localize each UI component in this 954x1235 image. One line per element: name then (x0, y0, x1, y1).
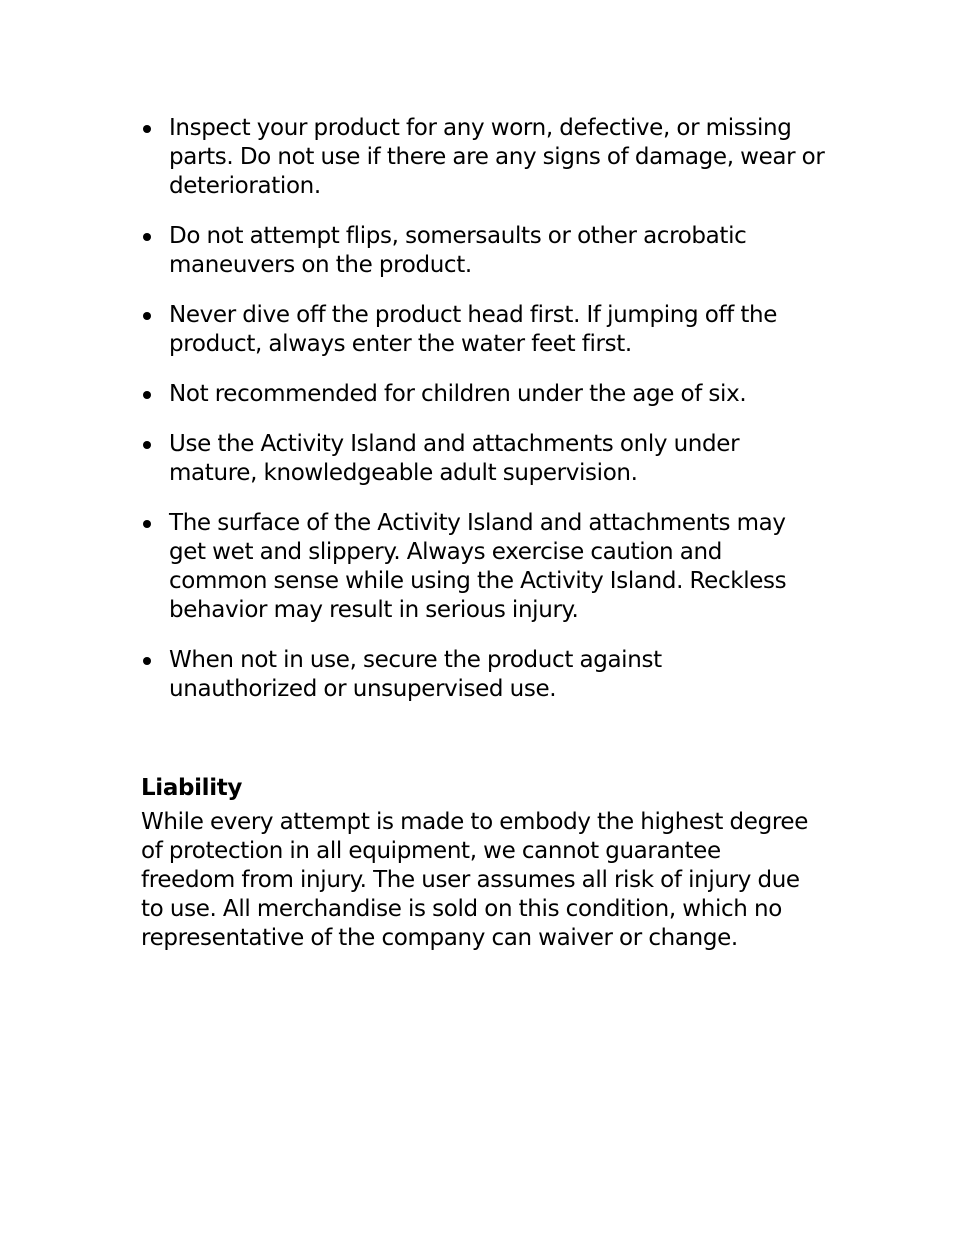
bullet-icon (143, 520, 151, 528)
bullet-text: Not recommended for children under the age of six. (169, 381, 747, 407)
bullet-icon (143, 312, 151, 320)
liability-section (141, 774, 841, 953)
bullet-item (141, 430, 841, 488)
bullet-icon (143, 391, 151, 399)
bullet-text: Never dive off the product head first. If jumping off the product, always enter the water feet first. (169, 302, 778, 357)
bullet-text: Inspect your product for any worn, defective, or missing parts. Do not use if there are any signs of damage, wear or deterioration. (169, 115, 825, 199)
bullet-icon (143, 657, 151, 665)
bullet-item (141, 646, 841, 704)
bullet-item (141, 509, 841, 625)
bullet-item (141, 114, 841, 201)
bullet-item (141, 380, 841, 409)
bullet-icon (143, 233, 151, 241)
bullet-text: Do not attempt flips, somersaults or other acrobatic maneuvers on the product. (169, 223, 747, 278)
bullet-item (141, 222, 841, 280)
safety-bullet-list (141, 114, 841, 725)
bullet-text: Use the Activity Island and attachments only under mature, knowledgeable adult supervision. (169, 431, 740, 486)
bullet-icon (143, 441, 151, 449)
bullet-text: The surface of the Activity Island and attachments may get wet and slippery. Always exercise caution and common sense while using the Activity Island. Reckless behavior may result in serious injury. (169, 510, 787, 623)
bullet-text: When not in use, secure the product against unauthorized or unsupervised use. (169, 647, 662, 702)
liability-paragraph: While every attempt is made to embody the highest degree of protection in all equipment, we cannot guarantee freedom from injury. The user assumes all risk of injury due to use. All merchandise is sold on this condition, which no representative of the company can waiver or change. (141, 809, 809, 951)
liability-heading: Liability (141, 775, 243, 801)
bullet-item (141, 301, 841, 359)
bullet-icon (143, 125, 151, 133)
